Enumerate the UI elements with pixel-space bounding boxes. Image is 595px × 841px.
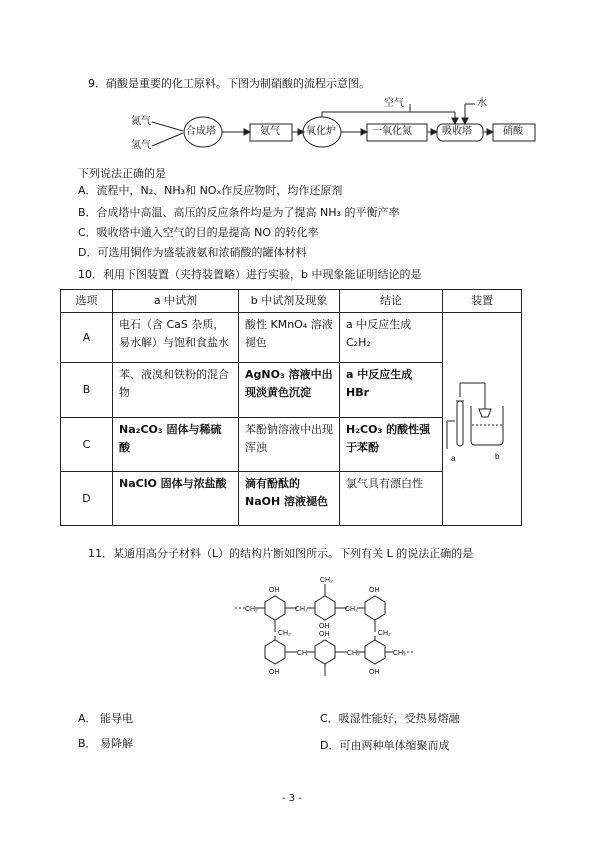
ch2-label: CH₂ <box>393 650 406 657</box>
flow-no: 一氧化氮 <box>372 126 412 137</box>
flow-oxidizer: 氧化炉 <box>306 126 336 137</box>
apparatus-label-a: a <box>451 454 456 463</box>
flow-input-n2: 氮气 <box>131 116 151 127</box>
row-conclusion: a 中反应生成 HBr <box>340 363 443 418</box>
q11-option-a: A． 能导电 <box>78 712 134 725</box>
table-row <box>61 313 522 363</box>
header-a: a 中试剂 <box>113 290 239 313</box>
row-a: Na₂CO₃ 固体与稀硫酸 <box>113 418 239 472</box>
ch-label: CH <box>297 650 308 657</box>
q11-stem: 11．某通用高分子材料（L）的结构片断如图所示。下列有关 L 的说法正确的是 <box>88 547 474 560</box>
q9-stem: 9．硝酸是重要的化工原料。下图为制硝酸的流程示意图。 <box>88 77 370 90</box>
q9-option-d: D．可选用铜作为盛装液氨和浓硝酸的罐体材料 <box>78 246 307 259</box>
row-conclusion: a 中反应生成 C₂H₂ <box>340 313 443 363</box>
header-b: b 中试剂及现象 <box>239 290 340 313</box>
row-a: 电石（含 CaS 杂质，易水解）与饱和食盐水 <box>113 313 239 363</box>
q11-option-b: B． 易降解 <box>78 737 134 750</box>
q11-polymer-structure <box>215 574 415 684</box>
oh-label: OH <box>319 631 330 638</box>
row-option: C <box>61 418 113 472</box>
table-header-row <box>61 290 522 313</box>
q9-option-a: A．流程中，N₂、NH₃和 NOₓ作反应物时，均作还原剂 <box>78 184 343 197</box>
flow-nitric-acid: 硝酸 <box>503 126 523 137</box>
oh-label: OH <box>369 669 380 676</box>
row-b: 滴有酚酞的 NaOH 溶液褪色 <box>239 472 340 526</box>
q9-option-b: B．合成塔中高温、高压的反应条件均是为了提高 NH₃ 的平衡产率 <box>78 206 400 219</box>
oh-label: OH <box>269 587 280 594</box>
oh-label: OH <box>369 587 380 594</box>
oh-label: OH <box>269 669 280 676</box>
ch2-label: CH₂ <box>320 577 333 584</box>
row-option: D <box>61 472 113 526</box>
flow-air: 空气 <box>384 98 404 109</box>
row-option: B <box>61 363 113 418</box>
apparatus-cell <box>443 313 522 526</box>
ch2-label: CH₂ <box>278 630 291 637</box>
q9-option-c: C．吸收塔中通入空气的目的是提高 NO 的转化率 <box>78 226 319 239</box>
ch2-label: CH₂ <box>245 606 258 613</box>
row-b: AgNO₃ 溶液中出现淡黄色沉淀 <box>239 363 340 418</box>
page-number: - 3 - <box>282 793 302 804</box>
flow-ammonia: 氨气 <box>260 126 280 137</box>
flow-water: 水 <box>477 98 487 109</box>
q10-stem: 10．利用下图装置（夹持装置略）进行实验，b 中现象能证明结论的是 <box>78 268 422 281</box>
row-a: 苯、液溴和铁粉的混合物 <box>113 363 239 418</box>
ch2-label: CH₂ <box>345 606 358 613</box>
row-b: 酸性 KMnO₄ 溶液褪色 <box>239 313 340 363</box>
apparatus-drawing <box>443 361 521 471</box>
ch2-label: CH₂ <box>378 630 391 637</box>
q9-prompt: 下列说法正确的是 <box>78 167 166 180</box>
q9-flow-diagram <box>0 0 595 170</box>
apparatus-label-b: b <box>495 452 500 461</box>
header-apparatus: 装置 <box>443 290 522 313</box>
row-option: A <box>61 313 113 363</box>
ch2-label: CH₂ <box>295 606 308 613</box>
q10-table <box>60 289 522 526</box>
q11-option-c: C．吸湿性能好，受热易熔融 <box>320 712 460 725</box>
oh-label: OH <box>319 623 330 630</box>
q11-option-d: D．可由两种单体缩聚而成 <box>320 739 450 752</box>
ch2-label: CH₂ <box>347 650 360 657</box>
row-conclusion: H₂CO₃ 的酸性强于苯酚 <box>340 418 443 472</box>
header-conclusion: 结论 <box>340 290 443 313</box>
row-a: NaClO 固体与浓盐酸 <box>113 472 239 526</box>
row-conclusion: 氯气具有漂白性 <box>340 472 443 526</box>
row-b: 苯酚钠溶液中出现浑浊 <box>239 418 340 472</box>
flow-synthesis-tower: 合成塔 <box>186 126 216 137</box>
flow-absorption-tower: 吸收塔 <box>442 126 472 137</box>
flow-input-h2: 氢气 <box>131 140 151 151</box>
header-option: 选项 <box>61 290 113 313</box>
